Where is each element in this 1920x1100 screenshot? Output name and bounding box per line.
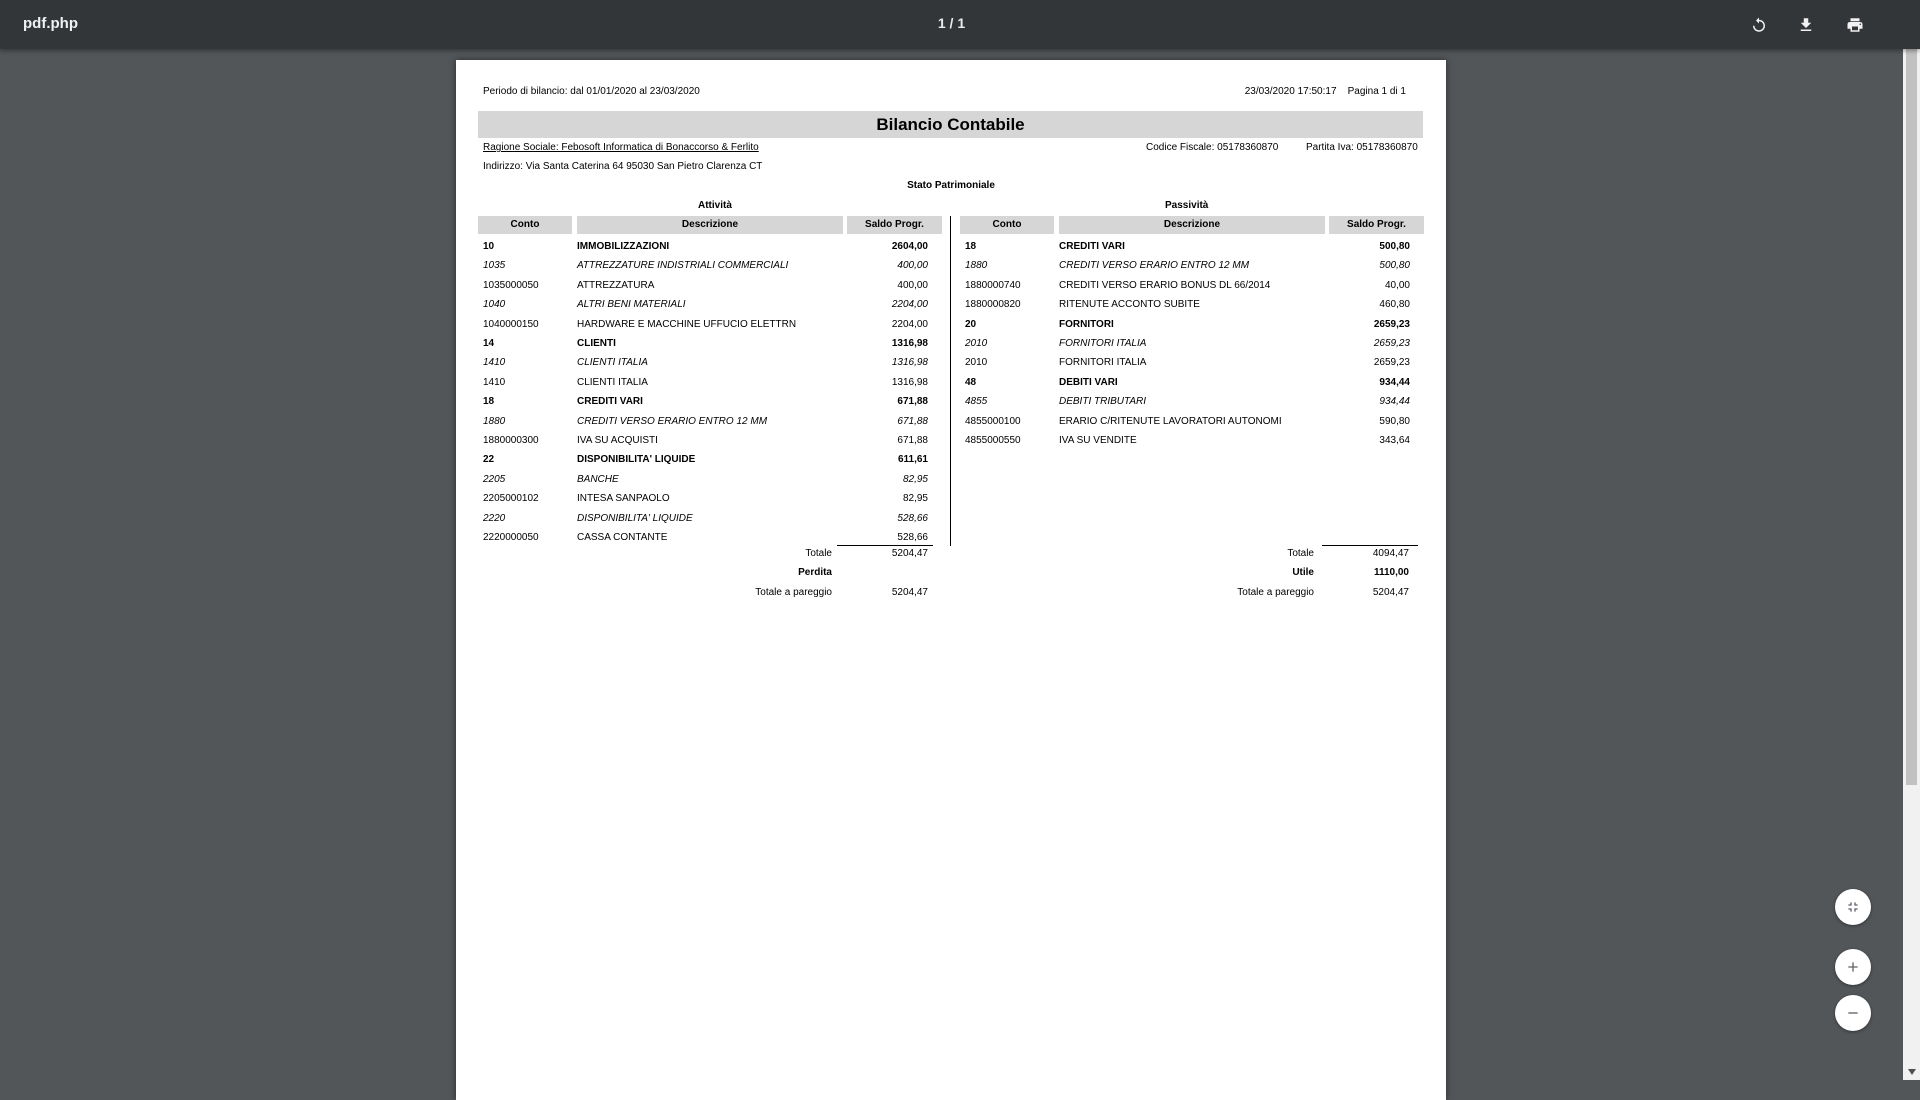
saldo-cell: 1316,98 (891, 338, 928, 349)
saldo-cell: 82,95 (902, 493, 928, 505)
company-name: Ragione Sociale: Febosoft Informatica di Bonaccorso & Ferlito (483, 142, 759, 153)
descrizione-cell: ERARIO C/RITENUTE LAVORATORI AUTONOMI (1059, 415, 1282, 427)
rotate-icon[interactable] (1746, 12, 1772, 38)
descrizione-cell: ATTREZZATURE INDISTRIALI COMMERCIALI (577, 260, 789, 272)
zoom-in-icon (1845, 959, 1861, 975)
download-icon[interactable] (1793, 12, 1819, 38)
saldo-cell: 611,61 (897, 454, 928, 466)
table-row (456, 373, 1446, 392)
page-indicator: 1 / 1 (937, 15, 966, 31)
company-address: Indirizzo: Via Santa Caterina 64 95030 San Pietro Clarenza CT (483, 161, 763, 172)
conto-cell: 1880 (483, 415, 506, 427)
conto-cell: 1880 (965, 260, 988, 272)
saldo-cell: 1316,98 (891, 376, 928, 388)
left-perdita-label: Perdita (798, 567, 832, 578)
saldo-cell: 2204,00 (891, 318, 928, 330)
saldo-cell: 2204,00 (891, 299, 928, 311)
conto-cell: 48 (965, 376, 977, 388)
conto-cell: 2205000102 (483, 493, 539, 505)
table-row (456, 392, 1446, 411)
saldo-cell: 2659,23 (1373, 357, 1410, 369)
conto-cell: 1035000050 (483, 279, 539, 291)
descrizione-cell: DEBITI TRIBUTARI (1059, 396, 1147, 408)
right-conto-header: Conto (960, 216, 1054, 234)
table-row (456, 237, 1446, 256)
right-totale-value: 4094,47 (1372, 548, 1409, 559)
conto-cell: 20 (965, 318, 977, 330)
print-icon[interactable] (1842, 12, 1868, 38)
descrizione-cell: CREDITI VARI (577, 396, 643, 408)
descrizione-cell: IVA SU VENDITE (1059, 435, 1137, 446)
saldo-cell: 934,44 (1379, 396, 1410, 408)
fit-to-page-button[interactable] (1835, 889, 1871, 925)
partita-iva: Partita Iva: 05178360870 (1306, 142, 1418, 153)
conto-cell: 18 (965, 241, 977, 252)
conto-cell: 1880000740 (965, 279, 1021, 291)
conto-cell: 18 (483, 396, 495, 408)
descrizione-cell: CLIENTI ITALIA (577, 376, 648, 388)
right-pareggio-value: 5204,47 (1372, 587, 1409, 598)
table-row (456, 353, 1446, 372)
table-row (456, 489, 1446, 508)
left-totale-label: Totale (805, 548, 832, 559)
descrizione-cell: DEBITI VARI (1059, 376, 1118, 388)
zoom-out-button[interactable] (1835, 995, 1871, 1031)
saldo-cell: 500,80 (1379, 241, 1410, 252)
descrizione-cell: BANCHE (577, 473, 619, 485)
saldo-cell: 671,88 (897, 396, 928, 408)
saldo-cell: 82,95 (902, 473, 928, 485)
saldo-cell: 40,00 (1384, 279, 1410, 291)
conto-cell: 1035 (483, 260, 506, 272)
section-title: Stato Patrimoniale (907, 180, 995, 191)
codice-fiscale: Codice Fiscale: 05178360870 (1146, 142, 1279, 153)
conto-cell: 2220 (483, 512, 506, 524)
table-row (456, 276, 1446, 295)
left-pareggio-value: 5204,47 (891, 587, 928, 598)
saldo-cell: 500,80 (1379, 260, 1410, 272)
conto-cell: 4855000100 (965, 415, 1021, 427)
saldo-cell: 528,66 (897, 532, 928, 543)
table-row (456, 295, 1446, 314)
table-row (456, 450, 1446, 469)
conto-cell: 2220000050 (483, 532, 539, 543)
descrizione-cell: FORNITORI ITALIA (1059, 338, 1147, 349)
period-text: Periodo di bilancio: dal 01/01/2020 al 23/03/2020 (483, 86, 700, 97)
saldo-cell: 400,00 (897, 260, 928, 272)
descrizione-cell: RITENUTE ACCONTO SUBITE (1059, 299, 1200, 311)
right-pareggio-label: Totale a pareggio (1237, 587, 1314, 598)
right-utile-label: Utile (1292, 567, 1314, 578)
zoom-out-icon (1845, 1005, 1861, 1021)
table-row (456, 412, 1446, 431)
descrizione-cell: INTESA SANPAOLO (577, 493, 670, 505)
descrizione-cell: IVA SU ACQUISTI (577, 435, 658, 446)
saldo-cell: 2604,00 (891, 241, 928, 252)
table-row (456, 256, 1446, 275)
descrizione-cell: DISPONIBILITA' LIQUIDE (577, 454, 696, 466)
saldo-cell: 528,66 (897, 512, 928, 524)
pdf-page (456, 60, 1446, 1100)
descrizione-cell: ATTREZZATURA (577, 279, 655, 291)
right-descrizione-header: Descrizione (1059, 216, 1325, 234)
saldo-cell: 2659,23 (1373, 318, 1410, 330)
conto-cell: 1040000150 (483, 318, 539, 330)
conto-cell: 2010 (965, 357, 988, 369)
conto-cell: 4855 (965, 396, 988, 408)
saldo-cell: 400,00 (897, 279, 928, 291)
left-total-line (837, 545, 933, 546)
conto-cell: 22 (483, 454, 495, 466)
saldo-cell: 460,80 (1379, 299, 1410, 311)
descrizione-cell: CLIENTI (577, 338, 616, 349)
left-pareggio-label: Totale a pareggio (755, 587, 832, 598)
table-row (456, 509, 1446, 528)
saldo-cell: 934,44 (1379, 376, 1410, 388)
descrizione-cell: FORNITORI (1059, 318, 1114, 330)
table-row (456, 315, 1446, 334)
descrizione-cell: CASSA CONTANTE (577, 532, 668, 543)
report-title: Bilancio Contabile (478, 111, 1423, 138)
conto-cell: 1410 (483, 376, 506, 388)
descrizione-cell: IMMOBILIZZAZIONI (577, 241, 670, 252)
conto-cell: 4855000550 (965, 435, 1021, 446)
descrizione-cell: FORNITORI ITALIA (1059, 357, 1147, 369)
fit-to-page-icon (1845, 899, 1861, 915)
conto-cell: 10 (483, 241, 495, 252)
descrizione-cell: CREDITI VERSO ERARIO BONUS DL 66/2014 (1059, 279, 1271, 291)
conto-cell: 2010 (965, 338, 988, 349)
descrizione-cell: HARDWARE E MACCHINE UFFUCIO ELETTRN (577, 318, 797, 330)
saldo-cell: 1316,98 (891, 357, 928, 369)
conto-cell: 1880000820 (965, 299, 1021, 311)
right-total-line (1322, 545, 1418, 546)
descrizione-cell: CREDITI VARI (1059, 241, 1125, 252)
attivita-heading: Attività (698, 200, 732, 211)
descrizione-cell: CREDITI VERSO ERARIO ENTRO 12 MM (577, 415, 768, 427)
vertical-scrollbar[interactable] (1903, 0, 1920, 1080)
descrizione-cell: ALTRI BENI MATERIALI (577, 299, 686, 311)
descrizione-cell: CLIENTI ITALIA (577, 357, 648, 369)
pdf-toolbar (0, 0, 1920, 49)
conto-cell: 1410 (483, 357, 506, 369)
right-utile-value: 1110,00 (1373, 567, 1409, 578)
table-row (456, 528, 1446, 547)
saldo-cell: 671,88 (897, 415, 928, 427)
zoom-in-button[interactable] (1835, 949, 1871, 985)
left-totale-value: 5204,47 (891, 548, 928, 559)
conto-cell: 2205 (483, 473, 506, 485)
left-saldo-header: Saldo Progr. (847, 216, 942, 234)
descrizione-cell: DISPONIBILITA' LIQUIDE (577, 512, 693, 524)
document-title: pdf.php (23, 15, 78, 32)
descrizione-cell: CREDITI VERSO ERARIO ENTRO 12 MM (1059, 260, 1250, 272)
scroll-thumb[interactable] (1906, 17, 1917, 785)
passivita-heading: Passività (1165, 200, 1209, 211)
conto-cell: 14 (483, 338, 495, 349)
table-row (456, 470, 1446, 489)
table-row (456, 431, 1446, 450)
saldo-cell: 671,88 (897, 435, 928, 446)
saldo-cell: 590,80 (1379, 415, 1410, 427)
conto-cell: 1880000300 (483, 435, 539, 446)
table-row (456, 334, 1446, 353)
right-totale-label: Totale (1287, 548, 1314, 559)
scroll-down-arrow-icon[interactable] (1903, 1063, 1920, 1080)
conto-cell: 1040 (483, 299, 506, 311)
saldo-cell: 2659,23 (1373, 338, 1410, 349)
timestamp-page-text: 23/03/2020 17:50:17 Pagina 1 di 1 (1244, 86, 1406, 97)
left-conto-header: Conto (478, 216, 572, 234)
saldo-cell: 343,64 (1379, 435, 1410, 446)
right-saldo-header: Saldo Progr. (1329, 216, 1424, 234)
left-descrizione-header: Descrizione (577, 216, 843, 234)
